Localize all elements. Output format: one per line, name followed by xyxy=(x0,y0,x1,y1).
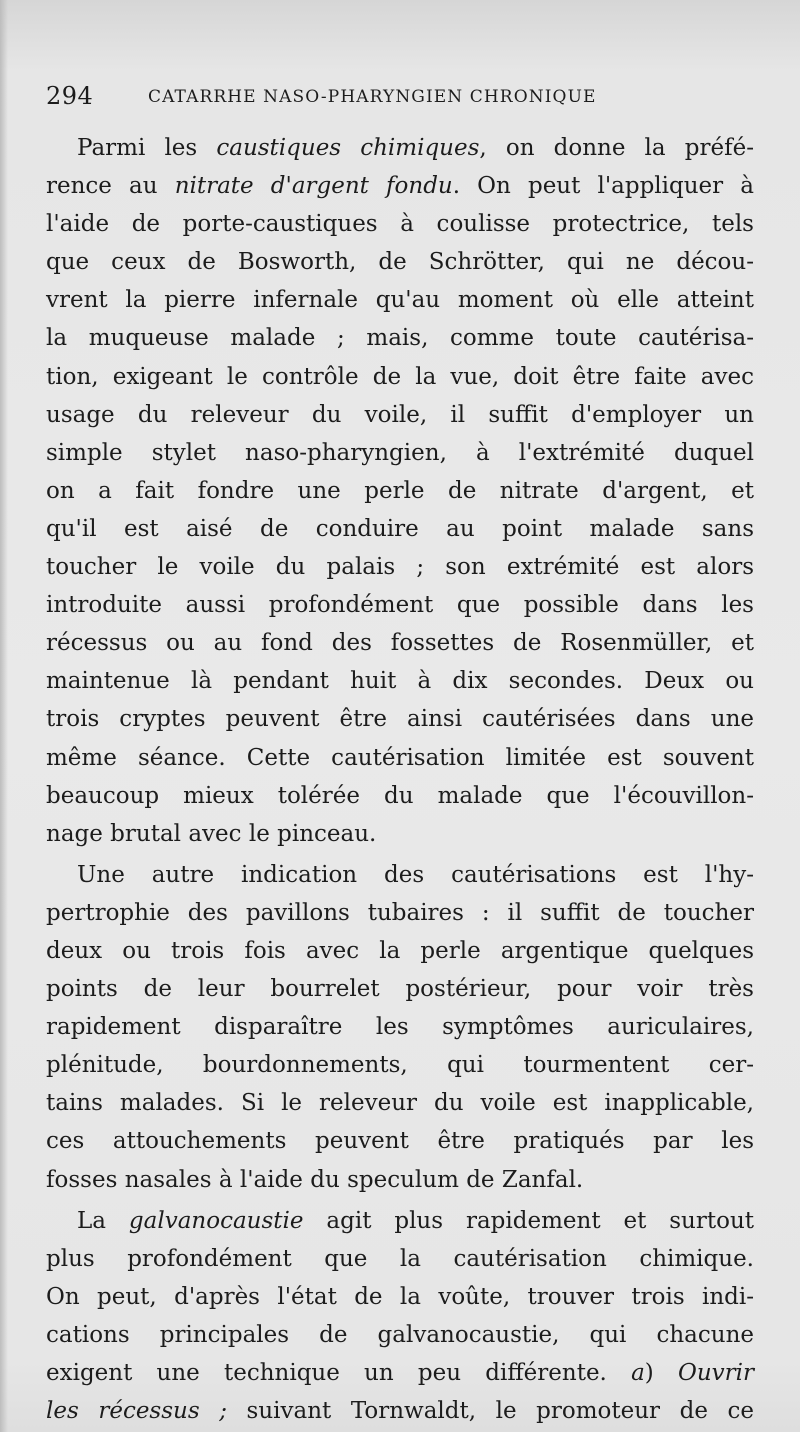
text-run: deux ou trois fois avec la perle argentique quelques xyxy=(46,937,754,964)
text-line xyxy=(46,472,754,510)
text-line xyxy=(46,662,754,700)
text-run: points de leur bourrelet postérieur, pour voir très xyxy=(46,976,754,1003)
text-run: rapidement disparaître les symptômes auriculaires, xyxy=(46,1014,754,1041)
text-run: rence au xyxy=(46,173,175,200)
italic-text-run: Ouvrir xyxy=(677,1360,754,1386)
text-run: usage du releveur du voile, il suffit d'employer un xyxy=(46,401,754,428)
text-line xyxy=(46,1202,754,1240)
text-run: qu'il est aisé de conduire au point malade sans xyxy=(46,515,754,542)
text-line xyxy=(46,777,754,815)
text-line xyxy=(46,815,754,853)
text-line xyxy=(46,205,754,243)
text-line xyxy=(46,243,754,281)
text-run: tains malades. Si le releveur du voile est inapplicable, xyxy=(46,1090,754,1117)
text-line xyxy=(46,1161,754,1199)
text-line xyxy=(46,1008,754,1046)
text-line xyxy=(46,319,754,357)
text-run: simple stylet naso-pharyngien, à l'extrémité duquel xyxy=(46,439,754,466)
text-line xyxy=(46,434,754,472)
page-header xyxy=(46,82,746,116)
text-line xyxy=(46,739,754,777)
text-run: nage brutal avec le pinceau. xyxy=(46,820,377,847)
text-line xyxy=(46,548,754,586)
text-run: exigent une technique un peu différente. xyxy=(46,1360,632,1386)
page-gutter-shadow xyxy=(0,0,8,1432)
page-number: 294 xyxy=(46,82,94,110)
text-line xyxy=(46,856,754,894)
text-run: que ceux de Bosworth, de Schrötter, qui ne décou- xyxy=(46,249,754,276)
text-run: Une autre indication des cautérisations est l'hy- xyxy=(77,861,754,888)
text-run: on a fait fondre une perle de nitrate d'argent, et xyxy=(46,477,754,504)
text-run: agit plus rapidement et surtout xyxy=(303,1207,754,1234)
text-run: l'aide de porte-caustiques à coulisse protectrice, tels xyxy=(46,211,754,238)
text-run: , on donne la préfé- xyxy=(479,135,754,161)
text-run: introduite aussi profondément que possible dans les xyxy=(46,592,754,619)
text-run: plus profondément que la cautérisation chimique. xyxy=(46,1245,754,1272)
text-line xyxy=(46,167,754,205)
text-line xyxy=(46,358,754,396)
body-text xyxy=(46,129,754,1430)
text-run: vrent la pierre infernale qu'au moment où elle atteint xyxy=(46,287,754,314)
paragraph xyxy=(46,1202,754,1431)
text-line xyxy=(46,1122,754,1160)
text-line xyxy=(46,1316,754,1354)
italic-text-run: galvanocaustie xyxy=(128,1207,304,1234)
text-run: Parmi les xyxy=(77,135,217,161)
italic-text-run: les récessus ; xyxy=(46,1398,227,1425)
italic-text-run: a xyxy=(631,1360,645,1386)
italic-text-run: nitrate d'argent fondu xyxy=(174,173,453,200)
text-run: tion, exigeant le contrôle de la vue, doit être faite avec xyxy=(46,363,754,390)
text-run: même séance. Cette cautérisation limitée est souvent xyxy=(46,744,754,771)
text-run: . On peut l'appliquer à xyxy=(452,173,754,200)
text-line xyxy=(46,396,754,434)
text-run: trois cryptes peuvent être ainsi cautérisées dans une xyxy=(46,706,754,733)
text-run: suivant Tornwaldt, le promoteur de ce xyxy=(226,1398,754,1425)
text-run: ) xyxy=(644,1360,678,1386)
text-run: plénitude, bourdonnements, qui tourmentent cer- xyxy=(46,1052,754,1079)
running-title: CATARRHE NASO-PHARYNGIEN CHRONIQUE xyxy=(148,87,597,107)
text-run: ces attouchements peuvent être pratiqués par les xyxy=(46,1128,754,1155)
text-run: La xyxy=(77,1207,129,1234)
text-line xyxy=(46,510,754,548)
text-line xyxy=(46,1240,754,1278)
text-line xyxy=(46,1046,754,1084)
text-line xyxy=(46,281,754,319)
italic-text-run: caustiques chimiques xyxy=(216,135,480,161)
text-line xyxy=(46,1278,754,1316)
text-line xyxy=(46,894,754,932)
text-line xyxy=(46,970,754,1008)
text-line xyxy=(46,932,754,970)
text-run: récessus ou au fond des fossettes de Rosenmüller, et xyxy=(46,630,754,657)
text-run: beaucoup mieux tolérée du malade que l'écouvillon- xyxy=(46,782,754,809)
text-run: pertrophie des pavillons tubaires : il suffit de toucher xyxy=(46,899,754,926)
paragraph xyxy=(46,856,754,1199)
paragraph xyxy=(46,129,754,853)
text-line xyxy=(46,129,754,167)
text-line xyxy=(46,1354,754,1392)
text-line xyxy=(46,586,754,624)
text-line xyxy=(46,624,754,662)
text-run: maintenue là pendant huit à dix secondes. Deux ou xyxy=(46,668,754,695)
text-run: toucher le voile du palais ; son extrémité est alors xyxy=(46,554,754,581)
text-run: cations principales de galvanocaustie, qui chacune xyxy=(46,1321,754,1348)
text-line xyxy=(46,1392,754,1430)
text-run: fosses nasales à l'aide du speculum de Zanfal. xyxy=(46,1166,584,1193)
text-line xyxy=(46,1084,754,1122)
text-run: la muqueuse malade ; mais, comme toute cautérisa- xyxy=(46,325,754,352)
text-line xyxy=(46,700,754,738)
text-run: On peut, d'après l'état de la voûte, trouver trois indi- xyxy=(46,1283,754,1310)
